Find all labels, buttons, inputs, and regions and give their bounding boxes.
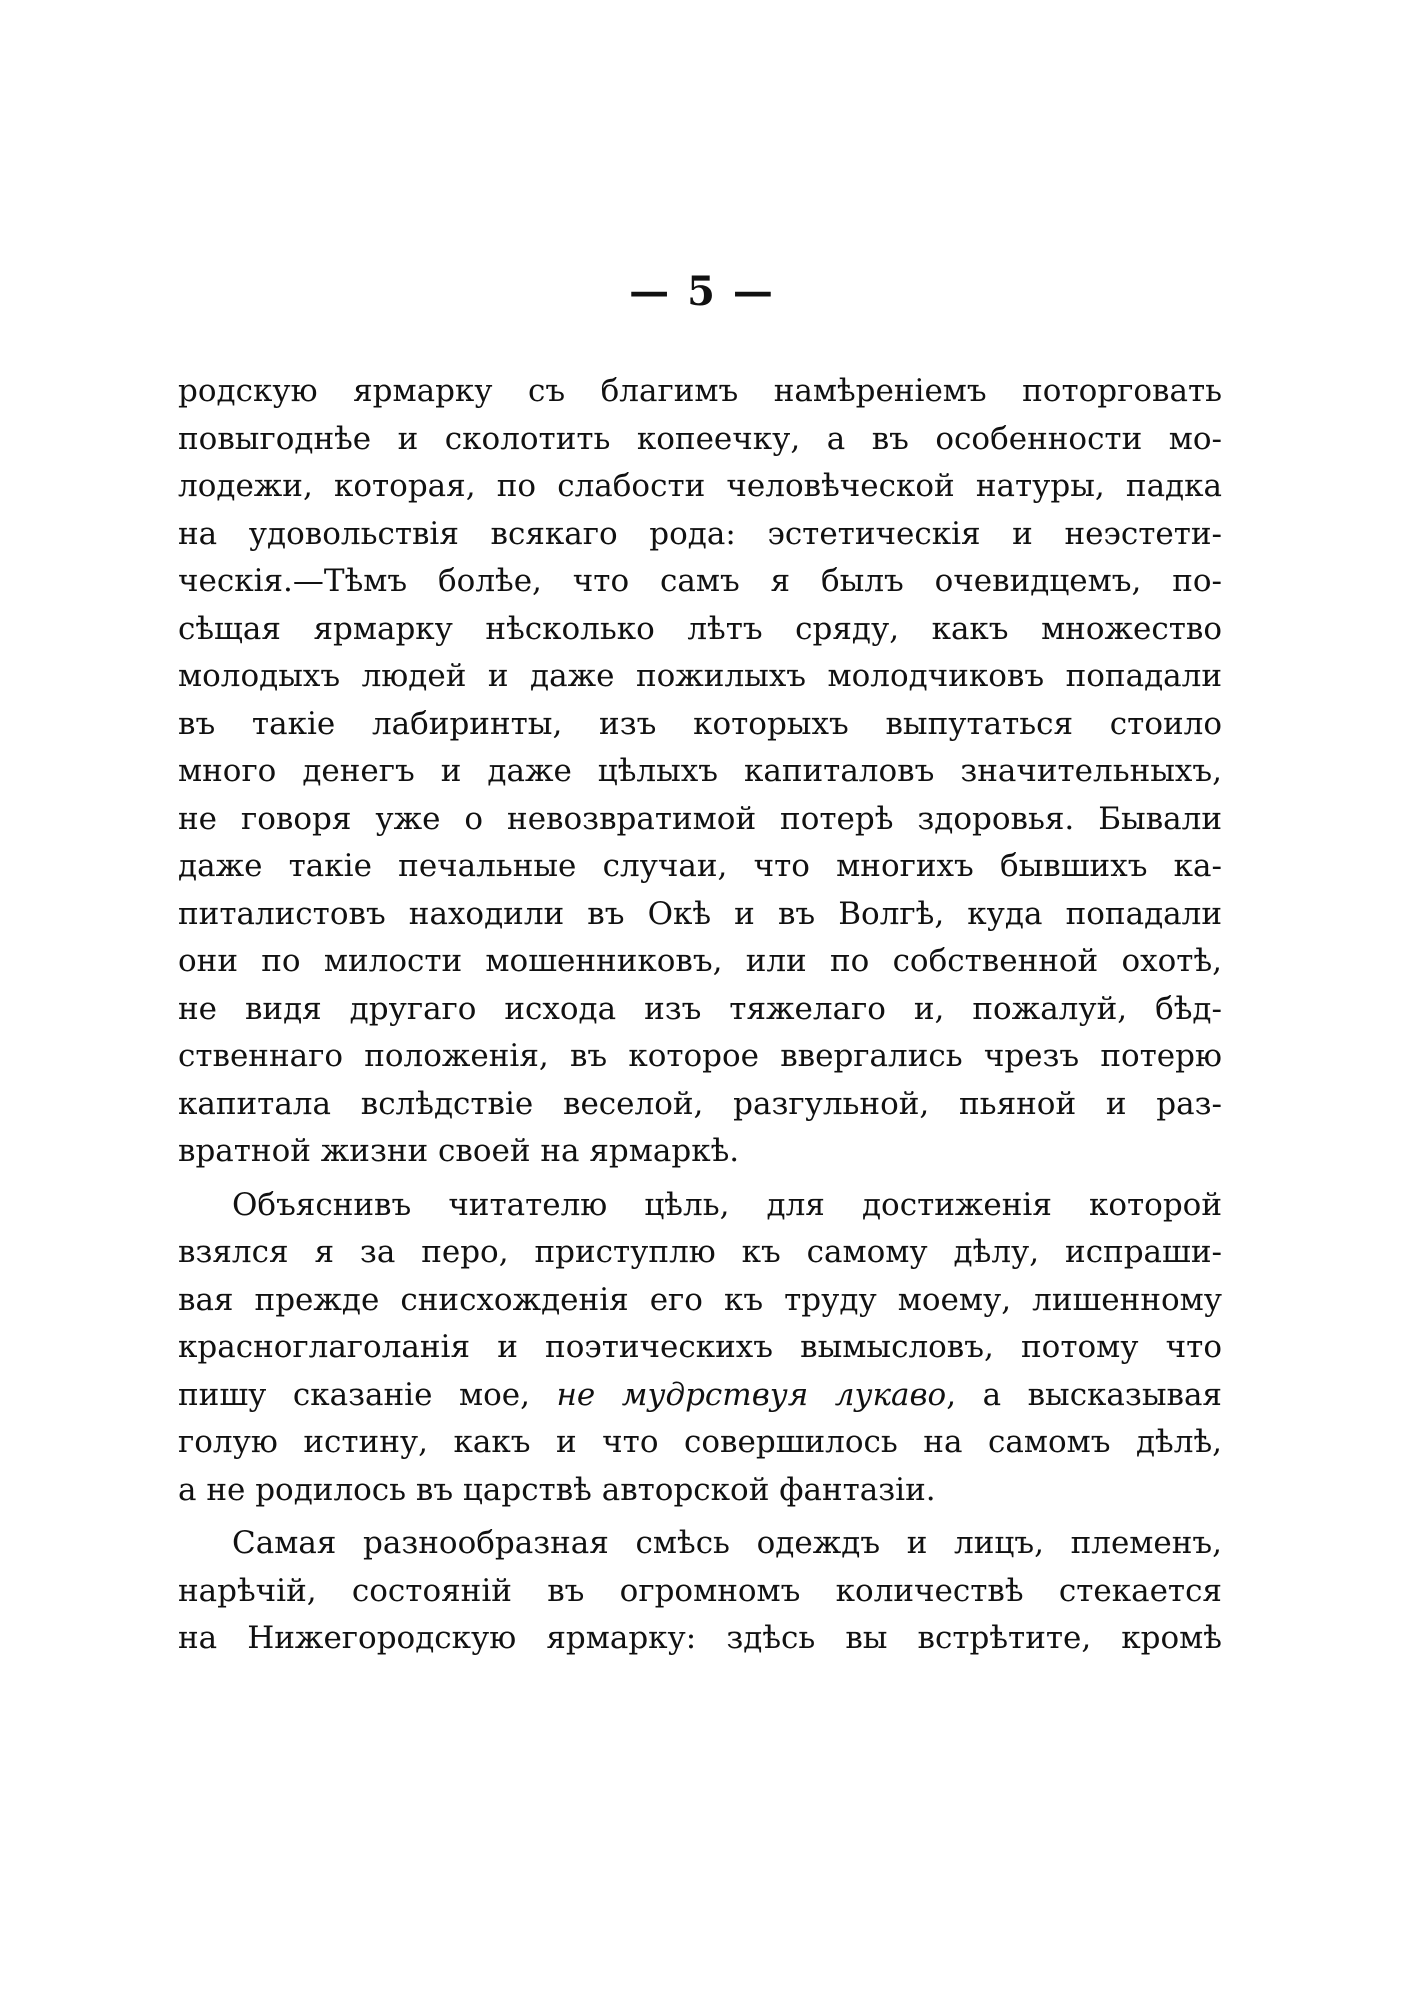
- text-line: родскую ярмарку съ благимъ намѣреніемъ поторговать: [178, 373, 1222, 409]
- text-line: красноглаголанія и поэтическихъ вымысловъ, потому что: [178, 1329, 1222, 1365]
- text-line: питалистовъ находили въ Окѣ и въ Волгѣ, куда попадали: [178, 895, 1222, 932]
- text-line: они по милости мошенниковъ, или по собственной охотѣ,: [178, 943, 1222, 979]
- text-line: не видя другаго исхода изъ тяжелаго и, пожалуй, бѣд-: [178, 990, 1222, 1027]
- page-number: — 5 —: [629, 268, 775, 315]
- paragraph-2: [178, 1182, 1222, 1515]
- text-line: Объяснивъ читателю цѣль, для достиженія которой: [232, 1186, 1222, 1223]
- text-line: нарѣчій, состояній въ огромномъ количествѣ стекается: [178, 1572, 1222, 1609]
- paragraph-3: [178, 1520, 1222, 1663]
- text-line: лодежи, которая, по слабости человѣческой натуры, падка: [178, 468, 1222, 504]
- text-line: Самая разнообразная смѣсь одеждъ и лицъ, племенъ,: [232, 1525, 1222, 1561]
- text-line: голую истину, какъ и что совершилось на самомъ дѣлѣ,: [178, 1424, 1222, 1460]
- text-line: повыгоднѣе и сколотить копеечку, а въ особенности мо-: [178, 420, 1222, 457]
- italic-phrase: не мудрствуя лукаво: [556, 1376, 947, 1413]
- text-line: взялся я за перо, приступлю къ самому дѣлу, испраши-: [178, 1234, 1222, 1270]
- text-line: даже такіе печальные случаи, что многихъ бывшихъ ка-: [178, 848, 1222, 884]
- text-segment: пишу сказаніе мое,: [178, 1376, 557, 1413]
- text-line-with-italic: [178, 1372, 1222, 1420]
- text-line: на удовольствія всякаго рода: эстетическія и неэстети-: [178, 515, 1222, 552]
- text-segment: , а высказывая: [946, 1376, 1222, 1413]
- text-line: а не родилось въ царствѣ авторской фантазіи.: [178, 1471, 936, 1508]
- text-line: ческія.—Тѣмъ болѣе, что самъ я былъ очевидцемъ, по-: [178, 563, 1222, 599]
- paragraph-1: [178, 368, 1222, 1176]
- text-line: молодыхъ людей и даже пожилыхъ молодчиковъ попадали: [178, 658, 1222, 694]
- text-line: на Нижегородскую ярмарку: здѣсь вы встрѣтите, кромѣ: [178, 1620, 1222, 1656]
- text-line: ственнаго положенія, въ которое ввергались чрезъ потерю: [178, 1038, 1222, 1074]
- text-line: въ такіе лабиринты, изъ которыхъ выпутаться стоило: [178, 705, 1222, 742]
- body-text: [178, 368, 1222, 1663]
- text-line: вая прежде снисхожденія его къ труду моему, лишенному: [178, 1281, 1222, 1318]
- text-line: капитала вслѣдствіе веселой, разгульной, пьяной и раз-: [178, 1085, 1222, 1122]
- text-line: вратной жизни своей на ярмаркѣ.: [178, 1133, 740, 1169]
- text-line: сѣщая ярмарку нѣсколько лѣтъ сряду, какъ множество: [178, 610, 1222, 647]
- text-line: не говоря уже о невозвратимой потерѣ здоровья. Бывали: [178, 800, 1222, 837]
- text-line: много денегъ и даже цѣлыхъ капиталовъ значительныхъ,: [178, 753, 1222, 789]
